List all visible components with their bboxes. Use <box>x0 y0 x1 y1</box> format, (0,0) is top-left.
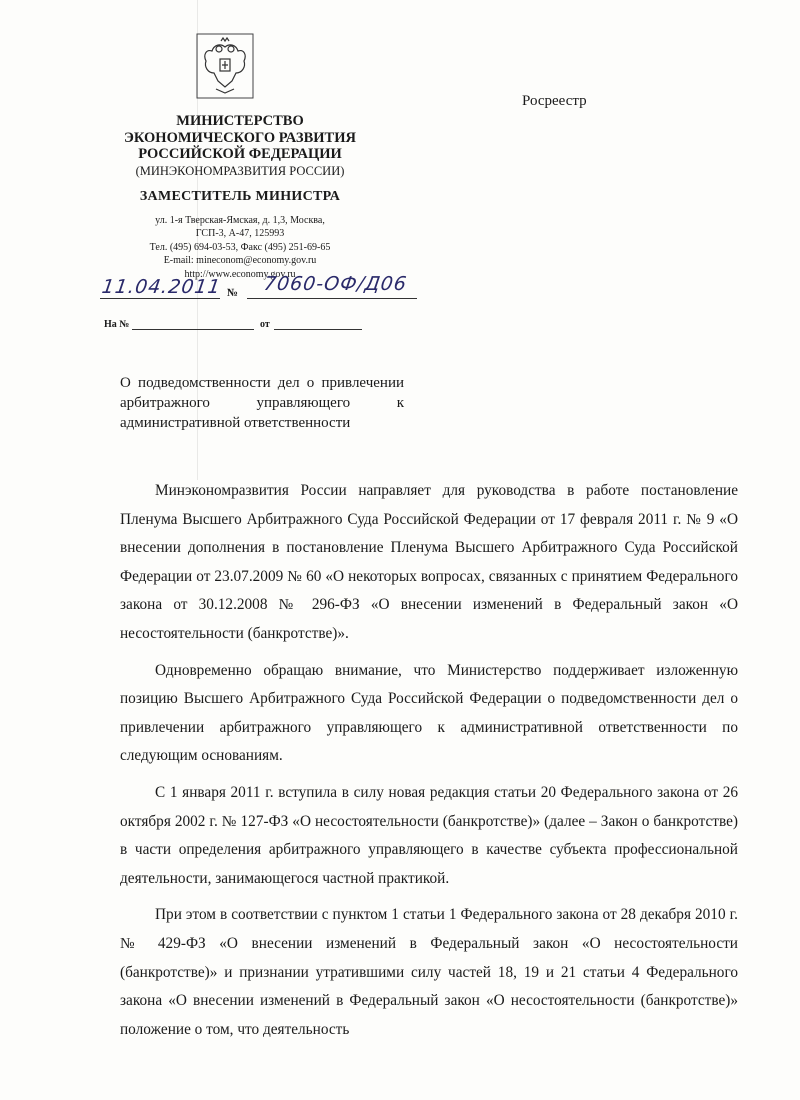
body-paragraph: Минэкономразвития России направляет для руководства в работе постановление Пленума Высшего Арбитражного Суда Российской Федерации от 17 февраля 2011 г. № 9 «О внесении дополнения в постановление Пленума Высшего Арбитражного Суда Российской Федерации от 23.07.2009 № 60 «О некоторых вопросах, связанных с принятием Федерального закона от 30.12.2008 № 296-ФЗ «О внесении изменений в Федеральный закон «О несостоятельности (банкротстве)». <box>120 482 738 642</box>
address-line-2: ГСП-3, А-47, 125993 <box>195 228 285 240</box>
org-line-2: ЭКОНОМИЧЕСКОГО РАЗВИТИЯ <box>124 129 356 146</box>
deputy-minister-title: ЗАМЕСТИТЕЛЬ МИНИСТРА <box>139 189 341 204</box>
email-line: E-mail: mineconom@economy.gov.ru <box>163 255 317 267</box>
org-abbreviation: (МИНЭКОНОМРАЗВИТИЯ РОССИИ) <box>135 163 345 178</box>
reference-number-label: На № <box>104 319 130 330</box>
registration-date: 11.04.2011 <box>100 276 223 298</box>
phone-fax-line: Тел. (495) 694-03-53, Факс (495) 251-69-65 <box>149 241 331 253</box>
contact-block <box>100 214 380 281</box>
org-line-3: РОССИЙСКОЙ ФЕДЕРАЦИИ <box>138 146 342 162</box>
reference-line <box>104 319 364 333</box>
coat-of-arms-emblem-icon <box>196 33 254 99</box>
date-underline <box>100 298 220 299</box>
org-line-1: МИНИСТЕРСТВО <box>176 113 304 129</box>
website-line: http://www.economy.gov.ru <box>184 268 296 280</box>
body-paragraph: При этом в соответствии с пунктом 1 статьи 1 Федерального закона от 28 декабря 2010 г. № 429-ФЗ «О внесении изменений в Федеральный закон «О несостоятельности (банкротстве)» и признании утратившими силу частей 18, 19 и 21 статьи 4 Федерального закона «О внесении изменений в Федеральный закон «О несостоятельности (банкротстве)» положение о том, что деятельность <box>120 906 738 1038</box>
address-line-1: ул. 1-я Тверская-Ямская, д. 1,3, Москва, <box>155 215 325 226</box>
registration-number: 7060-ОФ/Д06 <box>262 273 409 295</box>
letter-body <box>120 477 738 1044</box>
reference-date-label: от <box>260 319 270 330</box>
body-paragraph: С 1 января 2011 г. вступила в силу новая редакция статьи 20 Федерального закона от 26 октября 2002 г. № 127-ФЗ «О несостоятельности (банкротстве)» (далее – Закон о банкротстве) в части определения арбитражного управляющего в качестве субъекта профессиональной деятельности, занимающегося частной практикой. <box>120 783 738 887</box>
reference-date-blank <box>274 329 362 330</box>
letter-subject: О подведомственности дел о привлечении арбитражного управляющего к административной ответственности <box>120 375 404 431</box>
number-underline <box>247 298 417 299</box>
number-label: № <box>227 287 239 299</box>
ministry-name <box>100 113 380 179</box>
body-paragraph: Одновременно обращаю внимание, что Министерство поддерживает изложенную позицию Высшего Арбитражного Суда Российской Федерации о подведомственности дел о привлечении арбитражного управляющего к административной ответственности по следующим основаниям. <box>120 661 738 765</box>
recipient: Росреестр <box>522 93 587 109</box>
reference-number-blank <box>132 329 254 330</box>
